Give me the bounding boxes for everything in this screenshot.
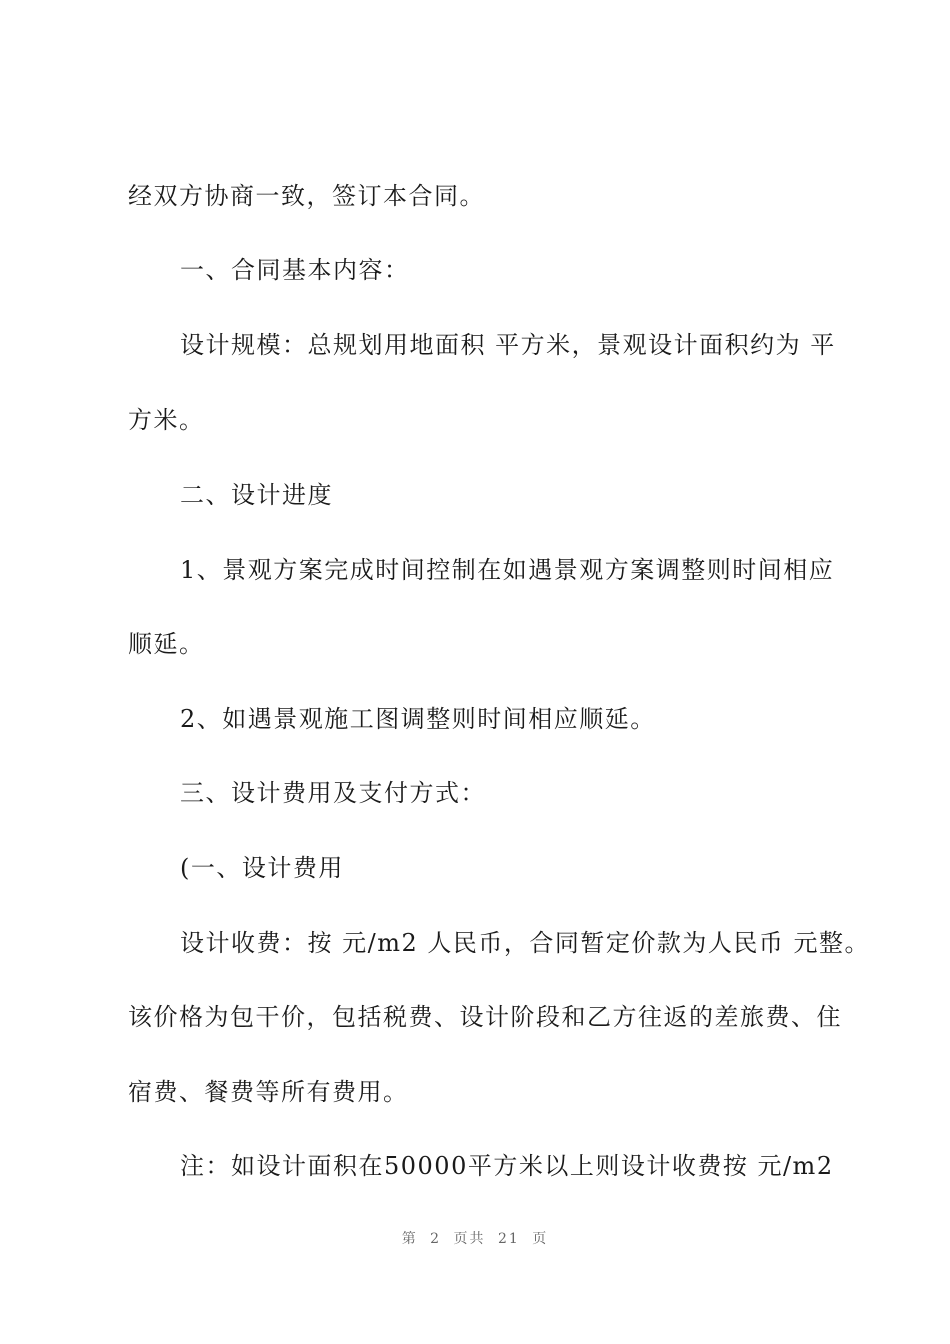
total-page-count: 21 — [498, 1231, 520, 1247]
footer-label-middle: 页共 — [453, 1231, 486, 1247]
paragraph-line: 注：如设计面积在50000平方米以上则设计收费按 元/m2 — [180, 1152, 834, 1180]
paragraph-line: 设计规模：总规划用地面积 平方米，景观设计面积约为 平 — [180, 331, 836, 359]
paragraph-line: 顺延。 — [128, 630, 205, 658]
section-heading: 一、合同基本内容： — [180, 256, 410, 284]
paragraph-line: 经双方协商一致，签订本合同。 — [128, 182, 485, 210]
paragraph-line: 方米。 — [128, 406, 205, 434]
paragraph-line: 2、如遇景观施工图调整则时间相应顺延。 — [180, 705, 656, 733]
page-number-footer — [0, 1228, 950, 1248]
footer-label-suffix: 页 — [532, 1231, 549, 1247]
footer-label-prefix: 第 — [401, 1231, 418, 1247]
paragraph-line: 该价格为包干价，包括税费、设计阶段和乙方往返的差旅费、住 — [128, 1003, 842, 1031]
current-page-number: 2 — [430, 1231, 442, 1247]
paragraph-line: 设计收费：按 元/m2 人民币，合同暂定价款为人民币 元整。 — [180, 929, 870, 957]
section-heading: 二、设计进度 — [180, 481, 333, 509]
paragraph-line: 1、景观方案完成时间控制在如遇景观方案调整则时间相应 — [180, 556, 835, 584]
paragraph-line: 宿费、餐费等所有费用。 — [128, 1078, 409, 1106]
subsection-heading: (一、设计费用 — [180, 854, 344, 882]
section-heading: 三、设计费用及支付方式： — [180, 779, 486, 807]
